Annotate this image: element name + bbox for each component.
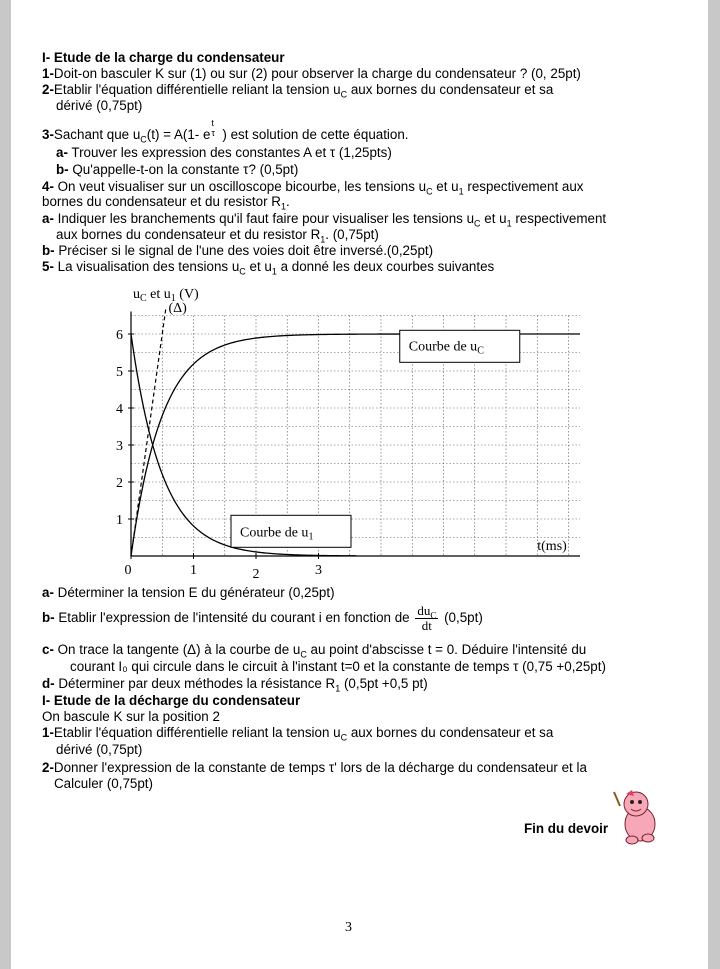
oscillogram-chart	[80, 278, 580, 580]
question-5d: d- Déterminer par deux méthodes la résistance $R_1$ (0,5pt +0,5 pt)	[42, 676, 428, 694]
question-5a: a- Déterminer la tension E du générateur (0,25pt)	[42, 585, 335, 600]
cartoon-mascot-icon	[612, 786, 666, 846]
question-1: 1-Doit-on basculer K sur (1) ou sur (2) pour observer la charge du condensateur ? (0, 25pt)	[42, 66, 581, 81]
fraction-duc-dt: $\frac{du_C}{dt}$	[417, 602, 437, 633]
end-of-homework: Fin du devoir	[524, 821, 609, 836]
question-3a: a- Trouver les expression des constantes A et τ (1,25pts)	[56, 145, 392, 160]
y-tick-label: 4	[116, 402, 123, 417]
part2-question-1: 1-Etablir l'équation différentielle reliant la tension $u_C$ aux bornes du condensateur et sa	[42, 725, 554, 743]
part2-intro: On bascule K sur la position 2	[42, 709, 220, 724]
question-4-line2: bornes du condensateur et du resistor $R_1$.	[42, 194, 290, 212]
question-4: 4- On veut visualiser sur un oscilloscope bicourbe, les tensions $u_C$ et $u_1$ respectivement aux	[42, 179, 584, 197]
part1-title: I- Etude de la charge du condensateur	[42, 50, 285, 65]
y-tick-label: 5	[116, 365, 123, 380]
y-tick-label: 3	[116, 439, 123, 454]
legend-u1-label: Courbe de $u_1$	[240, 525, 314, 543]
legend-uc-label: Courbe de $u_C$	[408, 339, 484, 357]
question-2-line2: dérivé (0,75pt)	[56, 98, 143, 113]
y-tick-label: 6	[116, 328, 123, 343]
question-2: 2-Etablir l'équation différentielle reliant la tension $u_C$ aux bornes du condensateur et sa	[42, 82, 554, 100]
part2-title: I- Etude de la décharge du condensateur	[42, 693, 301, 708]
x-tick-label: 2	[252, 567, 260, 580]
page-number: 3	[345, 920, 352, 935]
tangent-label: (Δ)	[168, 300, 187, 316]
x-axis-label: t(ms)	[537, 539, 567, 554]
question-5c: c- On trace la tangente (Δ) à la courbe de $u_C$ au point d'abscisse t = 0. Déduire l'intensité du	[42, 642, 587, 660]
question-3: 3-Sachant que $u_C(t) = A(1-$ e t τ ) est solution de cette équation.	[42, 118, 409, 145]
x-tick-label: 3	[315, 563, 322, 578]
question-4b: b- Préciser si le signal de l'une des voies doit être inversé.(0,25pt)	[42, 243, 434, 258]
y-axis-label: $u_C$ et $u_1$ (V)	[133, 287, 199, 304]
question-3b: b- Qu'appelle-t-on la constante τ? (0,5pt)	[56, 162, 299, 177]
question-5: 5- La visualisation des tensions $u_C$ et $u_1$ a donné les deux courbes suivantes	[42, 259, 495, 277]
question-4a-line2: aux bornes du condensateur et du resistor $R_1$. (0,75pt)	[56, 227, 379, 245]
y-tick-label: 2	[116, 476, 123, 491]
x-tick-label: 1	[190, 563, 197, 578]
question-5c-line2: courant I₀ qui circule dans le circuit à l'instant t=0 et la constante de temps τ (0,75 +0,25pt)	[70, 659, 606, 674]
question-4a: a- Indiquer les branchements qu'il faut faire pour visualiser les tensions $u_C$ et $u_1$ respectivement	[42, 211, 607, 229]
y-tick-label: 1	[116, 513, 123, 528]
question-5b: b- Etablir l'expression de l'intensité du courant i en fonction de $\frac{du_C}{dt}$ (0,5pt)	[42, 602, 483, 633]
x-tick-label: 0	[124, 563, 132, 578]
part2-question-2: 2-Donner l'expression de la constante de temps τ' lors de la décharge du condensateur et la	[42, 760, 587, 775]
part2-question-1-line2: dérivé (0,75pt)	[56, 742, 143, 757]
part2-question-2-line2: Calculer (0,75pt)	[54, 776, 153, 791]
